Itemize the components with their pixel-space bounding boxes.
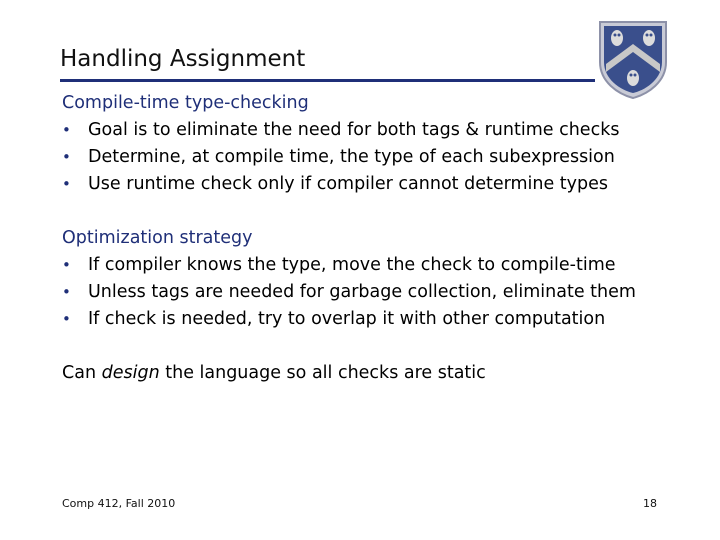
closing-text-after: the language so all checks are static [159,363,486,383]
bullet-icon: • [62,175,71,193]
bullet-icon: • [62,121,71,139]
footer-page-number: 18 [643,497,657,510]
closing-statement [62,360,702,387]
closing-text-before: Can [62,363,102,383]
title-divider [60,79,595,82]
bullet-item [62,279,702,306]
closing-emphasis: design [101,363,160,383]
section-heading: Optimization strategy [62,228,253,248]
bullet-text: If check is needed, try to overlap it with other computation [88,309,606,329]
bullet-text: Use runtime check only if compiler cannot determine types [88,174,609,194]
bullet-item [62,171,702,198]
bullet-item [62,117,702,144]
slide-body [62,90,702,387]
bullet-icon: • [62,148,71,166]
bullet-text: Unless tags are needed for garbage collection, eliminate them [88,282,636,302]
bullet-icon: • [62,283,71,301]
bullet-item [62,252,702,279]
section-optimization-strategy [62,225,702,333]
footer-course: Comp 412, Fall 2010 [62,497,176,510]
bullet-icon: • [62,310,71,328]
bullet-item [62,306,702,333]
slide-title: Handling Assignment [60,46,306,72]
rice-university-shield-icon [596,18,670,100]
bullet-icon: • [62,256,71,274]
section-compile-time-type-checking [62,90,702,198]
bullet-text: Goal is to eliminate the need for both tags & runtime checks [88,120,620,140]
bullet-text: If compiler knows the type, move the check to compile-time [88,255,616,275]
section-heading: Compile-time type-checking [62,93,309,113]
bullet-text: Determine, at compile time, the type of each subexpression [88,147,615,167]
bullet-item [62,144,702,171]
